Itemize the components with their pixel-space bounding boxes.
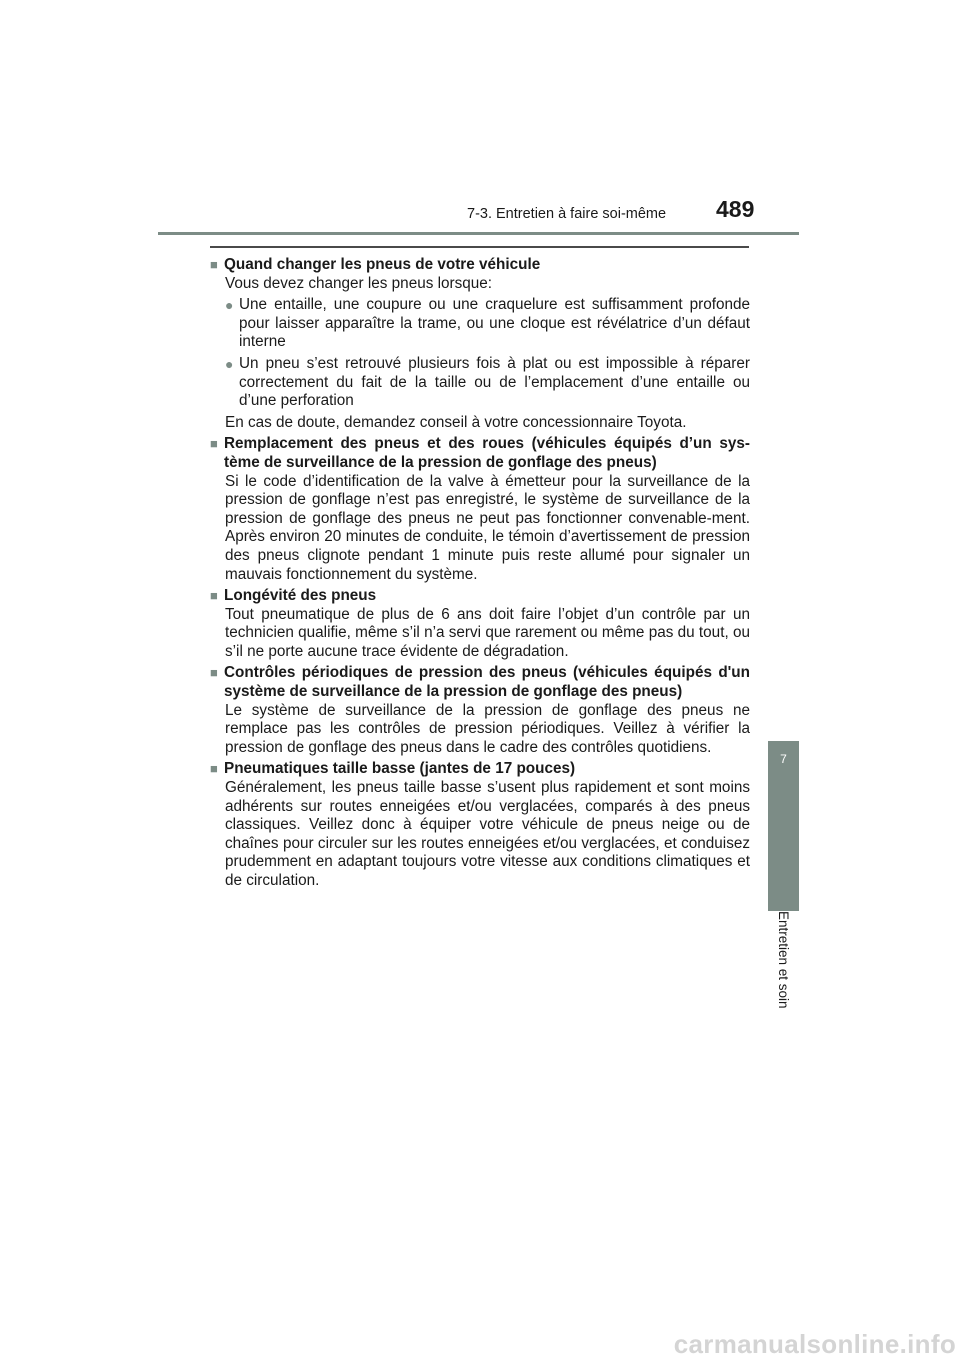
dot-bullet-icon: ● bbox=[225, 355, 234, 372]
section-heading bbox=[210, 256, 750, 275]
section-when-to-change-tires bbox=[210, 256, 750, 432]
chapter-tab bbox=[768, 741, 799, 911]
section-body: Tout pneumatique de plus de 6 ans doit faire l’objet d’un contrôle par un technicien qualifie, même s’il n’a servi que rarement ou même pas du tout, ou s’il ne porte aucune trace évidente de dégradation. bbox=[225, 605, 750, 660]
page-content bbox=[210, 256, 750, 894]
section-heading bbox=[210, 760, 750, 779]
section-heading-text: Contrôles périodiques de pression des pneus (véhicules équipés d'un système de surveillance de la pression de gonflage des pneus) bbox=[224, 664, 750, 701]
section-heading-text: Remplacement des pneus et des roues (véhicules équipés d’un sys-tème de surveillance de la pression de gonflage des pneus) bbox=[224, 435, 750, 471]
section-heading bbox=[210, 587, 750, 606]
square-bullet-icon: ■ bbox=[210, 588, 218, 604]
section-heading-text: Pneumatiques taille basse (jantes de 17 pouces) bbox=[224, 760, 576, 778]
header-rule bbox=[158, 232, 799, 235]
square-bullet-icon: ■ bbox=[210, 257, 218, 272]
watermark bbox=[0, 1330, 960, 1358]
section-body: Le système de surveillance de la pression de gonflage des pneus ne remplace pas les contrôles de pression périodiques. Veillez à vérifier la pression de gonflage des pneus dans le cadre des contrôles quotidiens. bbox=[225, 701, 750, 756]
square-bullet-icon: ■ bbox=[210, 665, 218, 681]
section-heading-text: Longévité des pneus bbox=[224, 587, 377, 605]
section-body: Généralement, les pneus taille basse s’usent plus rapidement et sont moins adhérents sur routes enneigées et/ou verglacées, comparés à des pneus classiques. Veillez donc à équiper votre véhicule de pneus neige ou de chaînes pour circuler sur les routes enneigées et/ou verglacées, et conduisez prudemment en adaptant toujours votre vitesse aux conditions climatiques et de circulation. bbox=[225, 779, 750, 889]
section-outro: En cas de doute, demandez conseil à votre concessionnaire Toyota. bbox=[225, 413, 687, 431]
section-periodic-pressure-checks bbox=[210, 664, 750, 757]
page-number: 489 bbox=[716, 196, 755, 222]
list-item bbox=[210, 296, 750, 352]
chapter-tab-label bbox=[768, 911, 799, 1037]
dot-bullet-icon: ● bbox=[225, 297, 234, 314]
watermark-text: carmanualsonline.info bbox=[673, 1330, 956, 1358]
square-bullet-icon: ■ bbox=[210, 761, 218, 777]
section-low-profile-tires bbox=[210, 760, 750, 890]
content-top-rule bbox=[210, 246, 749, 248]
section-heading bbox=[210, 664, 750, 701]
section-body: Si le code d’identification de la valve à émetteur pour la surveillance de la pression de gonflage n’est pas enregistré, le système de surveillance de la pression de gonflage des pneus ne peut pas fonctionner convenable-ment. Après environ 20 minutes de conduite, le témoin d’avertissement de pression des pneus clignote pendant 1 minute puis reste allumé pour signaler un mauvais fonctionnement du système. bbox=[225, 472, 750, 583]
chapter-tab-number: 7 bbox=[780, 752, 787, 766]
header-section-title: 7-3. Entretien à faire soi-même bbox=[467, 206, 667, 222]
list-item bbox=[210, 355, 750, 411]
section-heading-text: Quand changer les pneus de votre véhicule bbox=[224, 256, 541, 273]
section-tire-longevity bbox=[210, 587, 750, 661]
section-intro: Vous devez changer les pneus lorsque: bbox=[225, 274, 493, 292]
list-item-text: Un pneu s’est retrouvé plusieurs fois à plat ou est impossible à réparer correctement du fait de la taille ou de l’emplacement d’une entaille ou d’une perforation bbox=[239, 354, 750, 410]
chapter-tab-label-text: Entretien et soin bbox=[776, 911, 791, 1009]
section-tire-wheel-replacement bbox=[210, 435, 750, 584]
section-heading bbox=[210, 435, 750, 472]
square-bullet-icon: ■ bbox=[210, 436, 218, 452]
list-item-text: Une entaille, une coupure ou une craquelure est suffisamment profonde pour laisser apparaître la trame, ou une cloque est révélatrice d’un défaut interne bbox=[239, 296, 750, 351]
